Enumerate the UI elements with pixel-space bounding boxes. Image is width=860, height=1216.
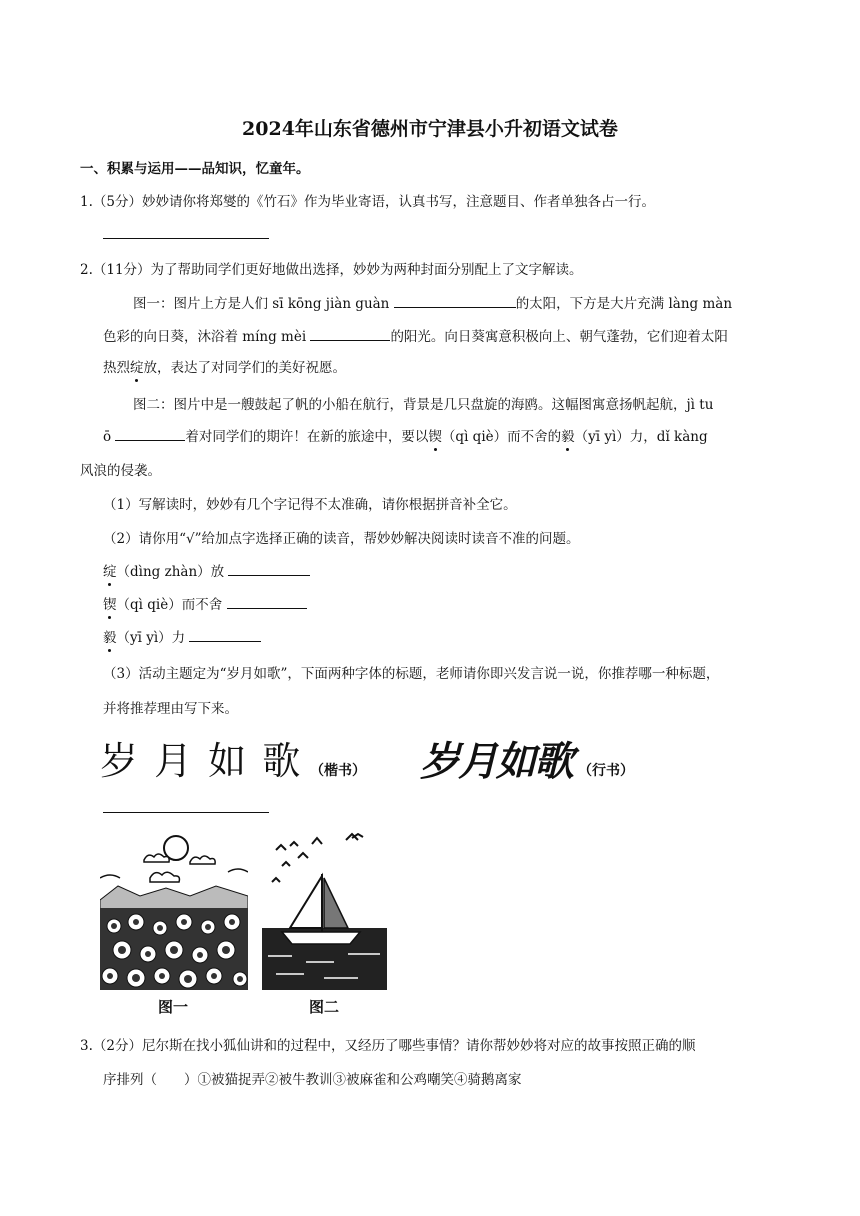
- blank-mingmei[interactable]: [310, 326, 390, 341]
- para1-line3: [103, 356, 346, 376]
- answer-blank-r3[interactable]: [189, 627, 261, 642]
- reading-row-1: [103, 560, 310, 580]
- subquestion-2: （2）请你用“√”给加点字选择正确的读音，帮妙妙解决阅读时读音不准的问题。: [103, 531, 580, 547]
- calligraphy-xingshu-note: （行书）: [578, 763, 634, 779]
- calligraphy-xingshu: 岁月如歌: [420, 739, 572, 785]
- para2-text-b4: （yī yì）力，dǐ kàng: [574, 429, 708, 445]
- calligraphy-kaishu: 岁 月 如 歌: [100, 739, 303, 783]
- para1-text-a: 图一：图片上方是人们 sī kōng jiàn guàn: [133, 296, 394, 312]
- dotted-char-zhan: 绽: [103, 560, 117, 580]
- question-3-line1: 3.（2分）尼尔斯在找小狐仙讲和的过程中，又经历了哪些事情？请你帮妙妙将对应的故事按照正确的顺: [80, 1038, 696, 1054]
- page-title: 2024年山东省德州市宁津县小升初语文试卷: [242, 118, 618, 140]
- section-heading: 一、积累与运用——品知识，忆童年。: [80, 161, 310, 177]
- reading-2-text: （qì qiè）而不舍: [116, 597, 227, 613]
- dotted-char-yi: 毅: [103, 626, 117, 646]
- para2-text-b1: ō: [103, 429, 116, 445]
- subquestion-1: （1）写解读时，妙妙有几个字记得不太准确，请你根据拼音补全它。: [103, 497, 517, 513]
- figure-sailboat: [262, 828, 387, 990]
- para2-text-b2: 着对同学们的期许！在新的旅途中，要以: [185, 429, 429, 445]
- reading-row-3: [103, 626, 261, 646]
- answer-blank-r2[interactable]: [227, 594, 307, 609]
- reading-row-2: [103, 593, 307, 613]
- question-3-line2: 序排列（ ）①被猫捉弄②被牛教训③被麻雀和公鸡嘲笑④骑鹅离家: [103, 1072, 522, 1088]
- para1-text-d: 的阳光。向日葵寓意积极向上、朝气蓬勃，它们迎着太阳: [390, 329, 728, 345]
- reading-1-text: （dìng zhàn）放: [116, 564, 229, 580]
- dotted-char-yi: 毅: [561, 425, 575, 445]
- blank-jituo[interactable]: [115, 426, 185, 441]
- para1-text-e1: 热烈: [103, 360, 130, 376]
- answer-line-q2-3[interactable]: [103, 812, 269, 813]
- figure-sunflowers: [100, 830, 248, 990]
- subquestion-3-line1: （3）活动主题定为“岁月如歌”，下面两种字体的标题，老师请你即兴发言说一说，你推荐哪一种标题，: [103, 666, 720, 682]
- para2-line3: 风浪的侵袭。: [80, 463, 161, 479]
- para2-line2: [103, 425, 708, 445]
- answer-blank-r1[interactable]: [228, 561, 310, 576]
- para1-text-b: 的太阳，下方是大片充满 làng màn: [515, 296, 733, 312]
- dotted-char-qie: 锲: [428, 425, 442, 445]
- figure-1-caption: 图一: [158, 998, 189, 1016]
- figure-2-caption: 图二: [309, 998, 340, 1016]
- para1-line1: [133, 292, 732, 312]
- dotted-char-qie: 锲: [103, 593, 117, 613]
- blank-sikongjianguan[interactable]: [394, 293, 516, 308]
- para1-text-c: 色彩的向日葵，沐浴着 míng mèi: [103, 329, 311, 345]
- para1-text-e2: 放，表达了对同学们的美好祝愿。: [143, 360, 346, 376]
- question-2-intro: 2.（11分）为了帮助同学们更好地做出选择，妙妙为两种封面分别配上了文字解读。: [80, 262, 583, 278]
- para2-line1: 图二：图片中是一艘鼓起了帆的小船在航行，背景是几只盘旋的海鸥。这幅图寓意扬帆起航，jì tu: [133, 397, 714, 413]
- para1-line2: [103, 325, 728, 345]
- subquestion-3-line2: 并将推荐理由写下来。: [103, 701, 238, 717]
- para2-text-b3: （qì qiè）而不舍的: [441, 429, 562, 445]
- answer-line-q1[interactable]: [103, 238, 269, 239]
- reading-3-text: （yī yì）力: [116, 630, 190, 646]
- calligraphy-kaishu-note: （楷书）: [310, 763, 366, 779]
- question-1-text: 1.（5分）妙妙请你将郑燮的《竹石》作为毕业寄语，认真书写，注意题目、作者单独各占一行。: [80, 194, 655, 210]
- dotted-char-zhan: 绽: [130, 356, 144, 376]
